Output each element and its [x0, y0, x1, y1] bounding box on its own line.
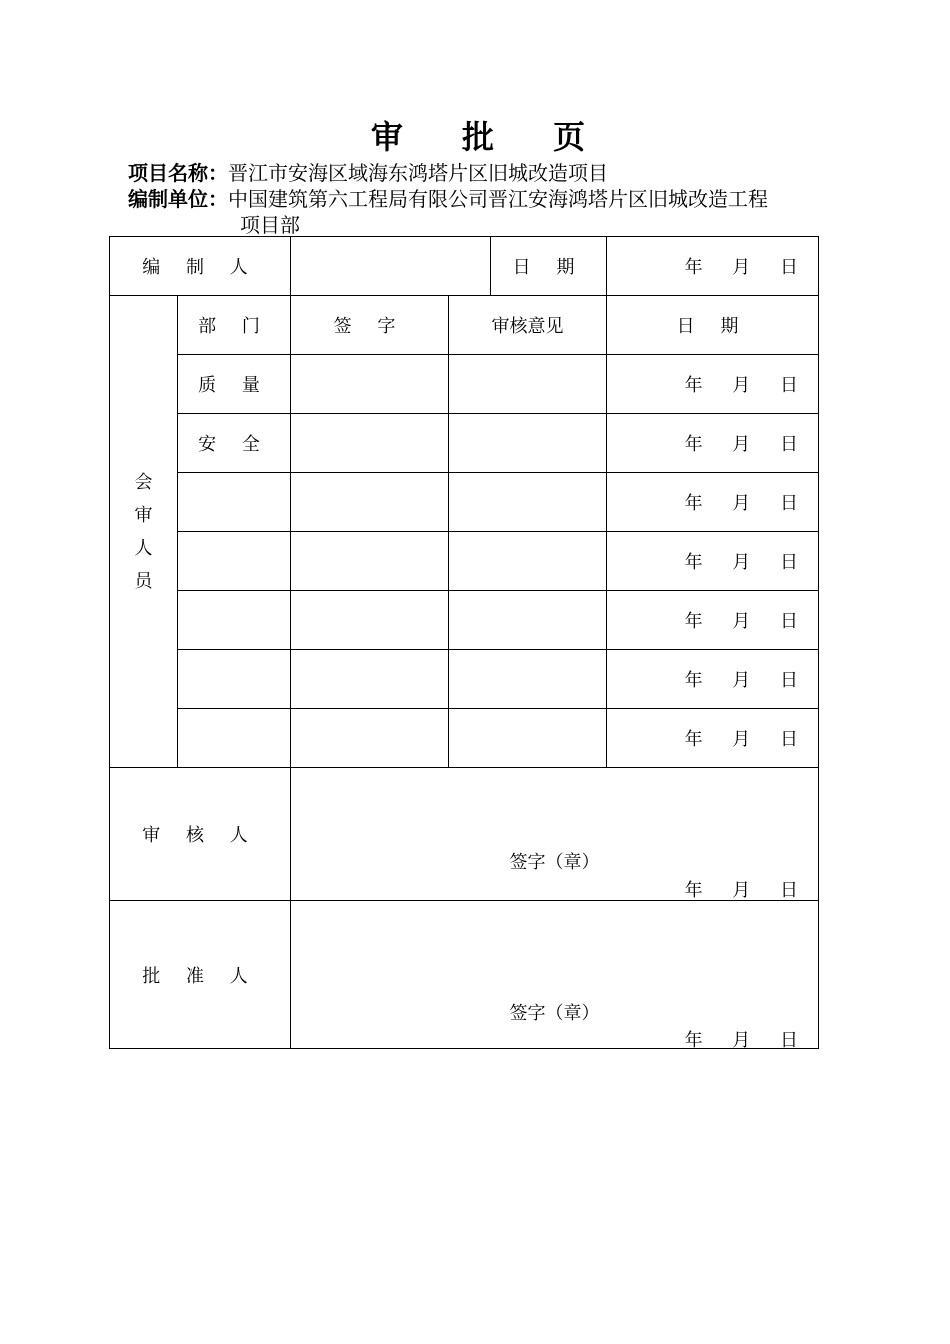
table-row	[110, 591, 819, 650]
sign-cell[interactable]	[291, 473, 449, 532]
sign-cell[interactable]	[291, 532, 449, 591]
compiling-unit-line	[128, 186, 868, 212]
table-row	[110, 709, 819, 768]
compile-date-label: 日 期	[491, 237, 607, 296]
opinion-cell[interactable]	[449, 414, 607, 473]
header-opinion: 审核意见	[449, 296, 607, 355]
approval-table	[109, 236, 819, 1049]
opinion-cell[interactable]	[449, 532, 607, 591]
date-cell[interactable]: 年 月 日	[607, 414, 819, 473]
date-cell[interactable]: 年 月 日	[607, 591, 819, 650]
header-date: 日 期	[607, 296, 819, 355]
compiler-field[interactable]	[291, 237, 491, 296]
table-row	[110, 532, 819, 591]
page-title: 审 批 页	[370, 118, 610, 156]
dept-cell: 质 量	[178, 355, 291, 414]
compiling-unit-label: 编制单位：	[128, 187, 228, 211]
date-cell[interactable]: 年 月 日	[607, 532, 819, 591]
date-cell[interactable]: 年 月 日	[607, 709, 819, 768]
reviewers-label: 会 审 人 员	[110, 296, 178, 768]
dept-cell: 安 全	[178, 414, 291, 473]
date-cell[interactable]: 年 月 日	[607, 473, 819, 532]
date-cell[interactable]: 年 月 日	[607, 355, 819, 414]
auditor-signature-field[interactable]	[291, 768, 819, 901]
approver-signature-field[interactable]	[291, 901, 819, 1049]
dept-cell[interactable]	[178, 591, 291, 650]
opinion-cell[interactable]	[449, 355, 607, 414]
table-row	[110, 650, 819, 709]
opinion-cell[interactable]	[449, 650, 607, 709]
compiler-label: 编 制 人	[110, 237, 291, 296]
opinion-cell[interactable]	[449, 473, 607, 532]
sign-cell[interactable]	[291, 355, 449, 414]
table-row	[110, 473, 819, 532]
project-name-value: 晋江市安海区域海东鸿塔片区旧城改造项目	[228, 161, 608, 185]
approver-sign-date: 年 月 日	[684, 1030, 811, 1051]
approver-sign-seal: 签字（章）	[509, 1003, 600, 1024]
compiling-unit-value-cont: 项目部	[240, 213, 300, 237]
dept-cell[interactable]	[178, 532, 291, 591]
header-dept: 部 门	[178, 296, 291, 355]
auditor-label: 审 核 人	[110, 768, 291, 901]
sign-cell[interactable]	[291, 650, 449, 709]
project-name-line	[128, 160, 608, 186]
sign-cell[interactable]	[291, 414, 449, 473]
project-name-label: 项目名称：	[128, 161, 228, 185]
table-row	[110, 355, 819, 414]
compile-date-field[interactable]: 年 月 日	[607, 237, 819, 296]
auditor-sign-date: 年 月 日	[684, 880, 811, 901]
date-cell[interactable]: 年 月 日	[607, 650, 819, 709]
approver-label: 批 准 人	[110, 901, 291, 1049]
compiling-unit-value: 中国建筑第六工程局有限公司晋江安海鸿塔片区旧城改造工程	[228, 187, 768, 211]
dept-cell[interactable]	[178, 709, 291, 768]
opinion-cell[interactable]	[449, 591, 607, 650]
sign-cell[interactable]	[291, 709, 449, 768]
opinion-cell[interactable]	[449, 709, 607, 768]
sign-cell[interactable]	[291, 591, 449, 650]
dept-cell[interactable]	[178, 473, 291, 532]
auditor-sign-seal: 签字（章）	[509, 852, 600, 873]
header-sign: 签 字	[291, 296, 449, 355]
dept-cell[interactable]	[178, 650, 291, 709]
table-row	[110, 414, 819, 473]
